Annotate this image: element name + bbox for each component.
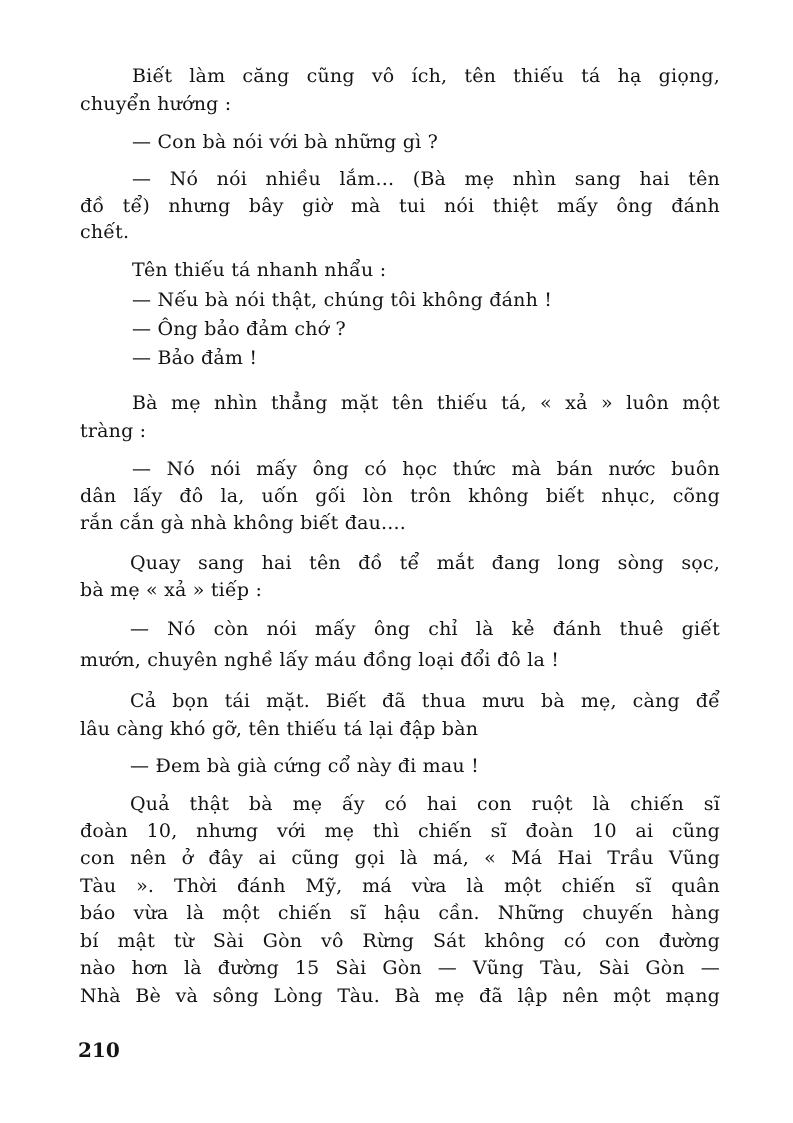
page-number: 210 xyxy=(78,1038,120,1062)
text-line: lâu càng khó gỡ, tên thiếu tá lại đập bàn xyxy=(80,718,479,740)
text-line: Bà mẹ nhìn thẳng mặt tên thiếu tá, « xả » luôn một xyxy=(132,392,720,414)
text-line: — Nó nói nhiều lắm... (Bà mẹ nhìn sang hai tên xyxy=(132,168,720,190)
text-line: — Con bà nói với bà những gì ? xyxy=(132,131,439,153)
text-line: — Ông bảo đảm chớ ? xyxy=(132,318,346,340)
text-line: tràng : xyxy=(80,420,147,442)
text-line: Tàu ». Thời đánh Mỹ, má vừa là một chiến sĩ quân xyxy=(80,875,720,897)
text-line: đoàn 10, nhưng với mẹ thì chiến sĩ đoàn 10 ai cũng xyxy=(80,820,720,842)
text-line: chuyển hướng : xyxy=(80,93,232,115)
text-line: — Nó nói mấy ông có học thức mà bán nước buôn xyxy=(132,458,720,480)
text-line: bí mật từ Sài Gòn vô Rừng Sát không có con đường xyxy=(80,930,720,952)
text-line: rắn cắn gà nhà không biết đau.... xyxy=(80,512,407,534)
text-line: — Đem bà già cứng cổ này đi mau ! xyxy=(130,755,479,777)
text-line: Quay sang hai tên đồ tể mắt đang long sòng sọc, xyxy=(130,552,720,574)
text-line: — Nó còn nói mấy ông chỉ là kẻ đánh thuê giết xyxy=(130,618,720,640)
text-line: con nên ở đây ai cũng gọi là má, « Má Hai Trầu Vũng xyxy=(80,847,720,869)
text-line: Nhà Bè và sông Lòng Tàu. Bà mẹ đã lập nên một mạng xyxy=(80,985,720,1007)
text-line: Biết làm căng cũng vô ích, tên thiếu tá hạ giọng, xyxy=(132,65,720,87)
text-line: đồ tể) nhưng bây giờ mà tui nói thiệt mấy ông đánh xyxy=(80,195,720,217)
text-line: bà mẹ « xả » tiếp : xyxy=(80,579,263,601)
text-line: Quả thật bà mẹ ấy có hai con ruột là chiến sĩ xyxy=(130,793,720,815)
text-line: — Nếu bà nói thật, chúng tôi không đánh ! xyxy=(132,289,553,311)
text-line: Cả bọn tái mặt. Biết đã thua mưu bà mẹ, càng để xyxy=(130,690,720,712)
text-line: — Bảo đảm ! xyxy=(132,347,258,369)
text-line: mướn, chuyên nghề lấy máu đồng loại đổi đô la ! xyxy=(80,649,560,671)
text-line: nào hơn là đường 15 Sài Gòn — Vũng Tàu, Sài Gòn — xyxy=(80,957,720,979)
text-line: Tên thiếu tá nhanh nhẩu : xyxy=(132,259,387,281)
text-line: chết. xyxy=(80,221,130,243)
text-line: báo vừa là một chiến sĩ hậu cần. Những chuyến hàng xyxy=(80,902,720,924)
text-line: dân lấy đô la, uốn gối lòn trôn không biết nhục, cõng xyxy=(80,485,720,507)
